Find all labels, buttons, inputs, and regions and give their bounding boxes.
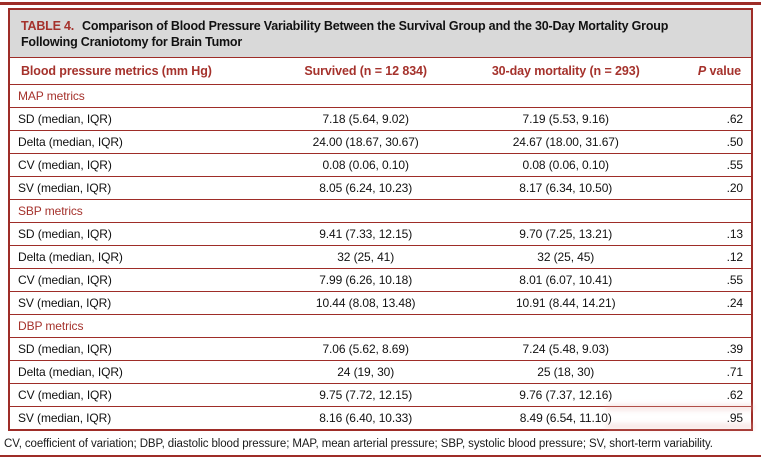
bottom-divider-rule	[0, 455, 761, 457]
cell-mortality: 9.70 (7.25, 13.21)	[469, 223, 662, 246]
table-header-row	[10, 58, 751, 85]
table-footnote: CV, coefficient of variation; DBP, diastolic blood pressure; MAP, mean arterial pressure; SBP, systolic blood pressure; SV, short-term variability.	[4, 438, 713, 450]
cell-metric: SD (median, IQR)	[10, 108, 262, 131]
column-header-mortality: 30-day mortality (n = 293)	[469, 58, 662, 85]
cell-mortality: 8.17 (6.34, 10.50)	[469, 177, 662, 200]
cell-p-value: .71	[662, 361, 751, 384]
cell-survived: 8.05 (6.24, 10.23)	[262, 177, 469, 200]
cell-mortality: 7.24 (5.48, 9.03)	[469, 338, 662, 361]
cell-survived: 24 (19, 30)	[262, 361, 469, 384]
p-value-italic-p: P	[697, 64, 707, 78]
cell-p-value: .95	[662, 407, 751, 430]
cell-mortality: 10.91 (8.44, 14.21)	[469, 292, 662, 315]
top-divider-rule	[0, 2, 761, 5]
cell-metric: Delta (median, IQR)	[10, 246, 262, 269]
table-row	[10, 108, 751, 131]
cell-p-value: .24	[662, 292, 751, 315]
cell-survived: 9.75 (7.72, 12.15)	[262, 384, 469, 407]
cell-metric: SD (median, IQR)	[10, 223, 262, 246]
cell-p-value: .20	[662, 177, 751, 200]
cell-survived: 9.41 (7.33, 12.15)	[262, 223, 469, 246]
cell-metric: SV (median, IQR)	[10, 407, 262, 430]
section-header-row	[10, 85, 751, 108]
column-header-p-value	[662, 58, 751, 85]
table-row	[10, 338, 751, 361]
table-container	[8, 8, 753, 431]
cell-survived: 7.99 (6.26, 10.18)	[262, 269, 469, 292]
section-label: DBP metrics	[10, 315, 751, 338]
cell-mortality: 32 (25, 45)	[469, 246, 662, 269]
cell-p-value: .50	[662, 131, 751, 154]
cell-mortality: 8.49 (6.54, 11.10)	[469, 407, 662, 430]
table-body	[10, 85, 751, 430]
cell-survived: 7.06 (5.62, 8.69)	[262, 338, 469, 361]
table-title	[10, 10, 751, 58]
section-header-row	[10, 315, 751, 338]
cell-metric: CV (median, IQR)	[10, 384, 262, 407]
cell-metric: SV (median, IQR)	[10, 292, 262, 315]
cell-p-value: .39	[662, 338, 751, 361]
table-title-text: Comparison of Blood Pressure Variability Between the Survival Group and the 30-Day Mortality Group Following Craniotomy for Brain Tumor	[21, 19, 669, 49]
cell-mortality: 0.08 (0.06, 0.10)	[469, 154, 662, 177]
table-row	[10, 361, 751, 384]
section-label: MAP metrics	[18, 89, 85, 103]
table-row	[10, 407, 751, 430]
cell-survived: 24.00 (18.67, 30.67)	[262, 131, 469, 154]
cell-survived: 0.08 (0.06, 0.10)	[262, 154, 469, 177]
table-row	[10, 292, 751, 315]
cell-survived: 10.44 (8.08, 13.48)	[262, 292, 469, 315]
cell-metric: CV (median, IQR)	[10, 269, 262, 292]
cell-p-value: .12	[662, 246, 751, 269]
cell-mortality: 9.76 (7.37, 12.16)	[469, 384, 662, 407]
table-row	[10, 223, 751, 246]
cell-survived: 7.18 (5.64, 9.02)	[262, 108, 469, 131]
section-header-row	[10, 200, 751, 223]
cell-metric: CV (median, IQR)	[10, 154, 262, 177]
table-row	[10, 269, 751, 292]
cell-mortality: 25 (18, 30)	[469, 361, 662, 384]
table-row	[10, 177, 751, 200]
cell-mortality: 7.19 (5.53, 9.16)	[469, 108, 662, 131]
cell-survived: 8.16 (6.40, 10.33)	[262, 407, 469, 430]
cell-mortality: 8.01 (6.07, 10.41)	[469, 269, 662, 292]
cell-metric: SV (median, IQR)	[10, 177, 262, 200]
column-header-metrics: Blood pressure metrics (mm Hg)	[10, 58, 262, 85]
table-row	[10, 384, 751, 407]
cell-p-value: .55	[662, 269, 751, 292]
column-header-survived: Survived (n = 12 834)	[262, 58, 469, 85]
cell-mortality: 24.67 (18.00, 31.67)	[469, 131, 662, 154]
cell-p-value: .55	[662, 154, 751, 177]
table-row	[10, 246, 751, 269]
table-header	[10, 58, 751, 85]
p-value-rest: value	[706, 64, 741, 78]
cell-metric: Delta (median, IQR)	[10, 131, 262, 154]
cell-p-value: .62	[662, 384, 751, 407]
cell-survived: 32 (25, 41)	[262, 246, 469, 269]
table-row	[10, 154, 751, 177]
table-row	[10, 131, 751, 154]
cell-p-value: .13	[662, 223, 751, 246]
cell-metric: SD (median, IQR)	[10, 338, 262, 361]
blood-pressure-table	[10, 58, 751, 429]
table-number-label: TABLE 4.	[21, 19, 75, 33]
section-label: SBP metrics	[10, 200, 751, 223]
cell-metric: Delta (median, IQR)	[10, 361, 262, 384]
cell-p-value: .62	[662, 108, 751, 131]
